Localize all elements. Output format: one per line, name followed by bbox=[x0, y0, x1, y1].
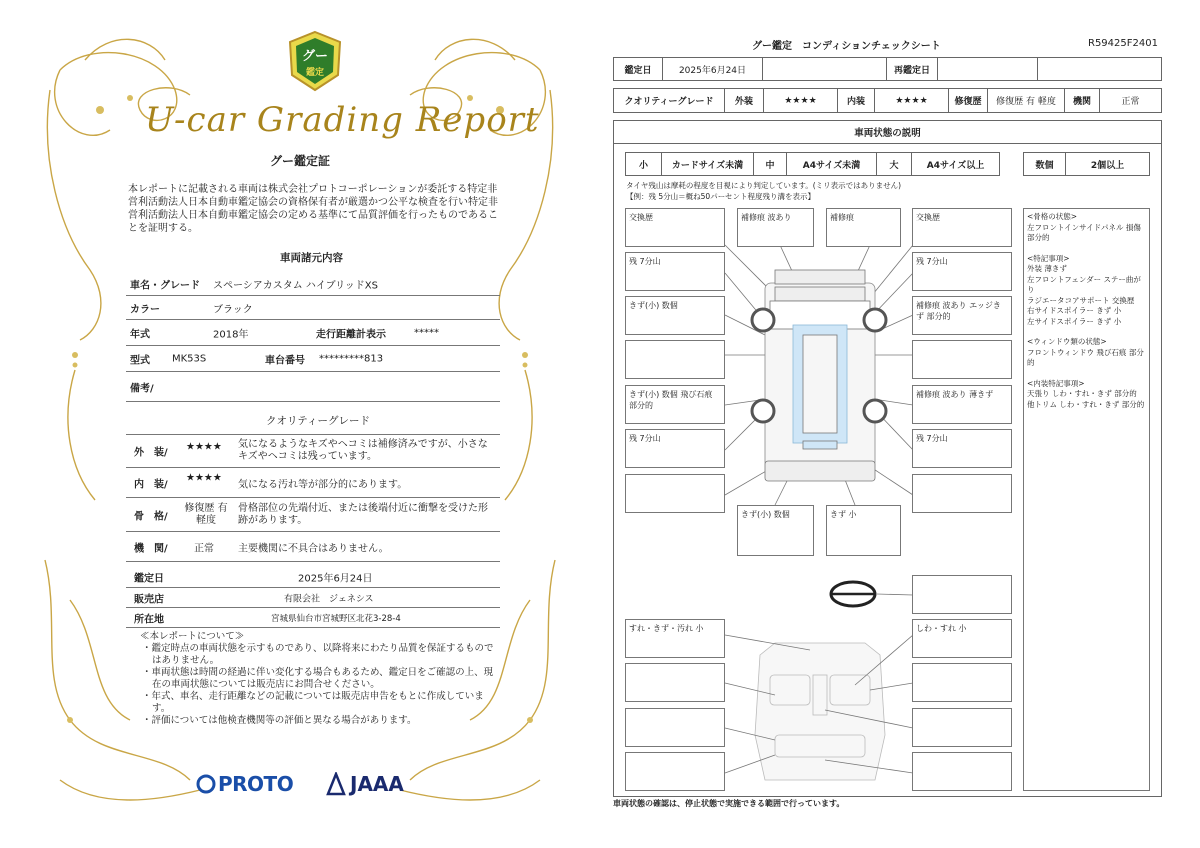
remarks-label: 備考/ bbox=[130, 383, 154, 394]
spec-section-title: 車両諸元内容 bbox=[280, 252, 343, 264]
exterior-label: 外 装/ bbox=[134, 447, 168, 459]
date-blank-cell bbox=[762, 57, 887, 81]
color-value: ブラック bbox=[213, 304, 253, 315]
dealer-value: 有限会社 ジェネシス bbox=[284, 594, 374, 604]
box-interior-right-4 bbox=[912, 752, 1012, 791]
box-interior-left-3 bbox=[625, 708, 725, 747]
address-label: 所在地 bbox=[134, 614, 164, 625]
comment-line: 右サイドスポイラー きず 小 bbox=[1027, 306, 1122, 315]
comment-line: 他トリム しわ・すれ・きず 部分的 bbox=[1027, 399, 1145, 409]
report-notes bbox=[140, 631, 500, 727]
date-label-cell: 鑑定日 bbox=[613, 57, 663, 81]
name-label: 車名・グレード bbox=[130, 280, 200, 291]
notes-title: ≪本レポートについて≫ bbox=[140, 631, 245, 642]
frame-label: 骨 格/ bbox=[134, 511, 168, 522]
comment-line: ラジエータコアサポート 交換歴 bbox=[1027, 295, 1135, 305]
frame-value: 修復歴 有軽度 bbox=[184, 502, 228, 526]
redate-value-cell bbox=[937, 57, 1038, 81]
repair-label-cell: 修復歴 bbox=[948, 88, 988, 113]
certificate-text: 本レポートに記載される車両は株式会社プロトコーポレーションが委託する特定非営利活動法人日本自動車鑑定協会の資格保有者が厳選かつ公平な検査を行い特定非営利活動法人日本自動車鑑定協会の定める基準にて品質評価を行ったものであることを証明する。 bbox=[128, 184, 498, 234]
box-interior-right-3 bbox=[912, 708, 1012, 747]
spec-row-model bbox=[126, 346, 500, 372]
redate-label-cell: 再鑑定日 bbox=[886, 57, 938, 81]
svg-text:鑑定: 鑑定 bbox=[305, 68, 325, 78]
legend-title: 車両状態の説明 bbox=[613, 120, 1162, 144]
qg-label-cell: クオリティーグレード bbox=[613, 88, 725, 113]
box-front-right-top: 交換歴 bbox=[912, 208, 1012, 247]
quality-row-interior bbox=[126, 468, 500, 498]
frame-text: 骨格部位の先端付近、または後端付近に衝撃を受けた形跡があります。 bbox=[238, 502, 488, 526]
spec-row-year bbox=[126, 320, 500, 346]
year-value: 2018年 bbox=[213, 329, 249, 340]
note-item: ・年式、車名、走行距離などの記載については販売店申告をもとに作成しています。 bbox=[142, 691, 484, 714]
note-item: ・車両状態は時間の経過に伴い変化する場合もあるため、鑑定日をご確認の上、現在の車両状態については販売店にお問合せください。 bbox=[142, 667, 494, 690]
box-interior-left-1: すれ・きず・汚れ 小 bbox=[625, 619, 725, 658]
model-value: MK53S bbox=[172, 353, 207, 364]
chassis-value: *********813 bbox=[319, 353, 384, 364]
name-value: スペーシアカスタム ハイブリッドXS bbox=[213, 280, 378, 291]
note-item: ・鑑定時点の車両状態を示すものであり、以降将来にわたり品質を保証するものではありません。 bbox=[142, 643, 494, 666]
comment-line: 左サイドスポイラー きず 小 bbox=[1027, 316, 1122, 326]
condition-comments bbox=[1023, 208, 1150, 791]
spec-row-color bbox=[126, 296, 500, 320]
odometer-value: ***** bbox=[414, 327, 439, 338]
comment-line: 左フロントフェンダー ステー曲がり bbox=[1027, 274, 1141, 294]
interior-stars-cell: ★★★★ bbox=[874, 88, 949, 113]
legend-val-small: カードサイズ未満 bbox=[661, 152, 754, 176]
certificate-title: グー鑑定証 bbox=[270, 154, 331, 168]
legend-key-count: 数個 bbox=[1023, 152, 1066, 176]
box-tire-front-left: 残 7分山 bbox=[625, 252, 725, 291]
redate-blank-cell bbox=[1037, 57, 1162, 81]
engine-value-cell: 正常 bbox=[1099, 88, 1162, 113]
tire-note-1: タイヤ残山は摩耗の程度を目視により判定しています。(ミリ表示ではありません) bbox=[626, 181, 902, 190]
date-value-cell: 2025年6月24日 bbox=[662, 57, 763, 81]
sheet-footer-note: 車両状態の確認は、停止状態で実施できる範囲で行っています。 bbox=[613, 799, 845, 808]
engine-value: 正常 bbox=[194, 543, 214, 554]
jaaa-logo: JAAA bbox=[350, 772, 404, 796]
comment-line bbox=[1027, 244, 1146, 254]
box-front-center-left: 補修痕 波あり bbox=[737, 208, 814, 247]
exterior-stars: ★★★★ bbox=[186, 441, 222, 453]
report-script-title: U-car Grading Report bbox=[145, 100, 540, 140]
color-label: カラー bbox=[130, 304, 160, 315]
year-label: 年式 bbox=[130, 329, 150, 340]
box-left-rear-door: きず(小) 数個 飛び石痕 部分的 bbox=[625, 385, 725, 424]
legend-key-small: 小 bbox=[625, 152, 662, 176]
comment-line: 左フロントインサイドパネル 損傷 部分的 bbox=[1027, 222, 1141, 242]
comment-line: 外装 薄きず bbox=[1027, 264, 1067, 273]
box-tire-rear-left: 残 7分山 bbox=[625, 429, 725, 468]
box-steering bbox=[912, 575, 1012, 614]
legend-val-count: 2個以上 bbox=[1065, 152, 1150, 176]
box-interior-left-2 bbox=[625, 663, 725, 702]
box-front-center-right: 補修痕 bbox=[826, 208, 901, 247]
quality-section-title: クオリティーグレード bbox=[266, 415, 370, 427]
appraisal-date-label: 鑑定日 bbox=[134, 573, 164, 584]
comment-line: <内装特記事項> bbox=[1027, 378, 1085, 388]
comment-line: <ウィンドウ類の状態> bbox=[1027, 337, 1107, 346]
legend-key-medium: 中 bbox=[753, 152, 787, 176]
box-interior-left-4 bbox=[625, 752, 725, 791]
engine-label-cell: 機関 bbox=[1064, 88, 1100, 113]
engine-text: 主要機関に不具合はありません。 bbox=[238, 543, 389, 554]
svg-text:グー: グー bbox=[301, 49, 329, 64]
box-right-front-door: 補修痕 波あり エッジきず 部分的 bbox=[912, 296, 1012, 335]
goo-appraisal-badge bbox=[286, 30, 344, 92]
dealer-label: 販売店 bbox=[134, 594, 164, 605]
address-value: 宮城県仙台市宮城野区北花3-28-4 bbox=[271, 613, 401, 624]
quality-row-frame bbox=[126, 498, 500, 532]
box-interior-right-1: しわ・すれ 小 bbox=[912, 619, 1012, 658]
comment-line: フロントウィンドウ 飛び石痕 部分的 bbox=[1027, 347, 1144, 367]
legend-key-large: 大 bbox=[876, 152, 912, 176]
comment-line bbox=[1027, 369, 1146, 379]
jaaa-logo-mark bbox=[326, 772, 346, 796]
box-tire-front-right: 残 7分山 bbox=[912, 252, 1012, 291]
box-rear-left bbox=[625, 474, 725, 513]
quality-row-exterior bbox=[126, 434, 500, 468]
exterior-stars-cell: ★★★★ bbox=[763, 88, 838, 113]
box-right-rear-door: 補修痕 波あり 薄きず bbox=[912, 385, 1012, 424]
box-tire-rear-right: 残 7分山 bbox=[912, 429, 1012, 468]
exterior-text: 気になるようなキズやヘコミは補修済みですが、小さなキズやヘコミは残っています。 bbox=[238, 439, 488, 462]
tire-note-2: 【例：残 5分山＝概ね50パーセント程度残り溝を表示】 bbox=[626, 192, 816, 201]
box-rear-center-left: きず(小) 数個 bbox=[737, 505, 814, 556]
spec-row-name bbox=[126, 272, 500, 296]
chassis-label: 車台番号 bbox=[265, 355, 305, 366]
appraisal-date-value: 2025年6月24日 bbox=[298, 573, 373, 584]
sheet-title: グー鑑定 コンディションチェックシート bbox=[752, 41, 941, 52]
box-left-mid bbox=[625, 340, 725, 379]
exterior-label-cell: 外装 bbox=[724, 88, 764, 113]
comment-line: <特記事項> bbox=[1027, 253, 1070, 263]
interior-label-cell: 内装 bbox=[837, 88, 875, 113]
proto-logo: PROTO bbox=[218, 772, 294, 796]
address-row bbox=[126, 608, 500, 628]
legend-val-large: A4サイズ以上 bbox=[911, 152, 1000, 176]
box-right-mid bbox=[912, 340, 1012, 379]
box-rear-center-right: きず 小 bbox=[826, 505, 901, 556]
interior-label: 内 装/ bbox=[134, 479, 168, 490]
box-front-left-top: 交換歴 bbox=[625, 208, 725, 247]
box-left-front-door: きず(小) 数個 bbox=[625, 296, 725, 335]
odometer-label: 走行距離計表示 bbox=[316, 329, 386, 340]
comment-line: 天張り しわ・すれ・きず 部分的 bbox=[1027, 389, 1137, 398]
legend-val-medium: A4サイズ未満 bbox=[786, 152, 877, 176]
proto-logo-mark bbox=[196, 772, 216, 796]
note-item: ・評価については他検査機関等の評価と異なる場合があります。 bbox=[142, 715, 417, 726]
spec-row-remarks bbox=[126, 372, 500, 402]
repair-value-cell: 修復歴 有 軽度 bbox=[987, 88, 1065, 113]
comment-line bbox=[1027, 327, 1146, 337]
dealer-row bbox=[126, 588, 500, 608]
model-label: 型式 bbox=[130, 355, 150, 366]
box-rear-right bbox=[912, 474, 1012, 513]
engine-label: 機 関/ bbox=[134, 543, 168, 554]
quality-row-engine bbox=[126, 532, 500, 562]
box-interior-right-2 bbox=[912, 663, 1012, 702]
sheet-id: R59425F2401 bbox=[1088, 38, 1158, 49]
appraisal-date-row bbox=[126, 566, 500, 588]
interior-text: 気になる汚れ等が部分的にあります。 bbox=[238, 479, 408, 490]
interior-stars: ★★★★ bbox=[186, 472, 222, 484]
comment-line: <骨格の状態> bbox=[1027, 212, 1078, 221]
